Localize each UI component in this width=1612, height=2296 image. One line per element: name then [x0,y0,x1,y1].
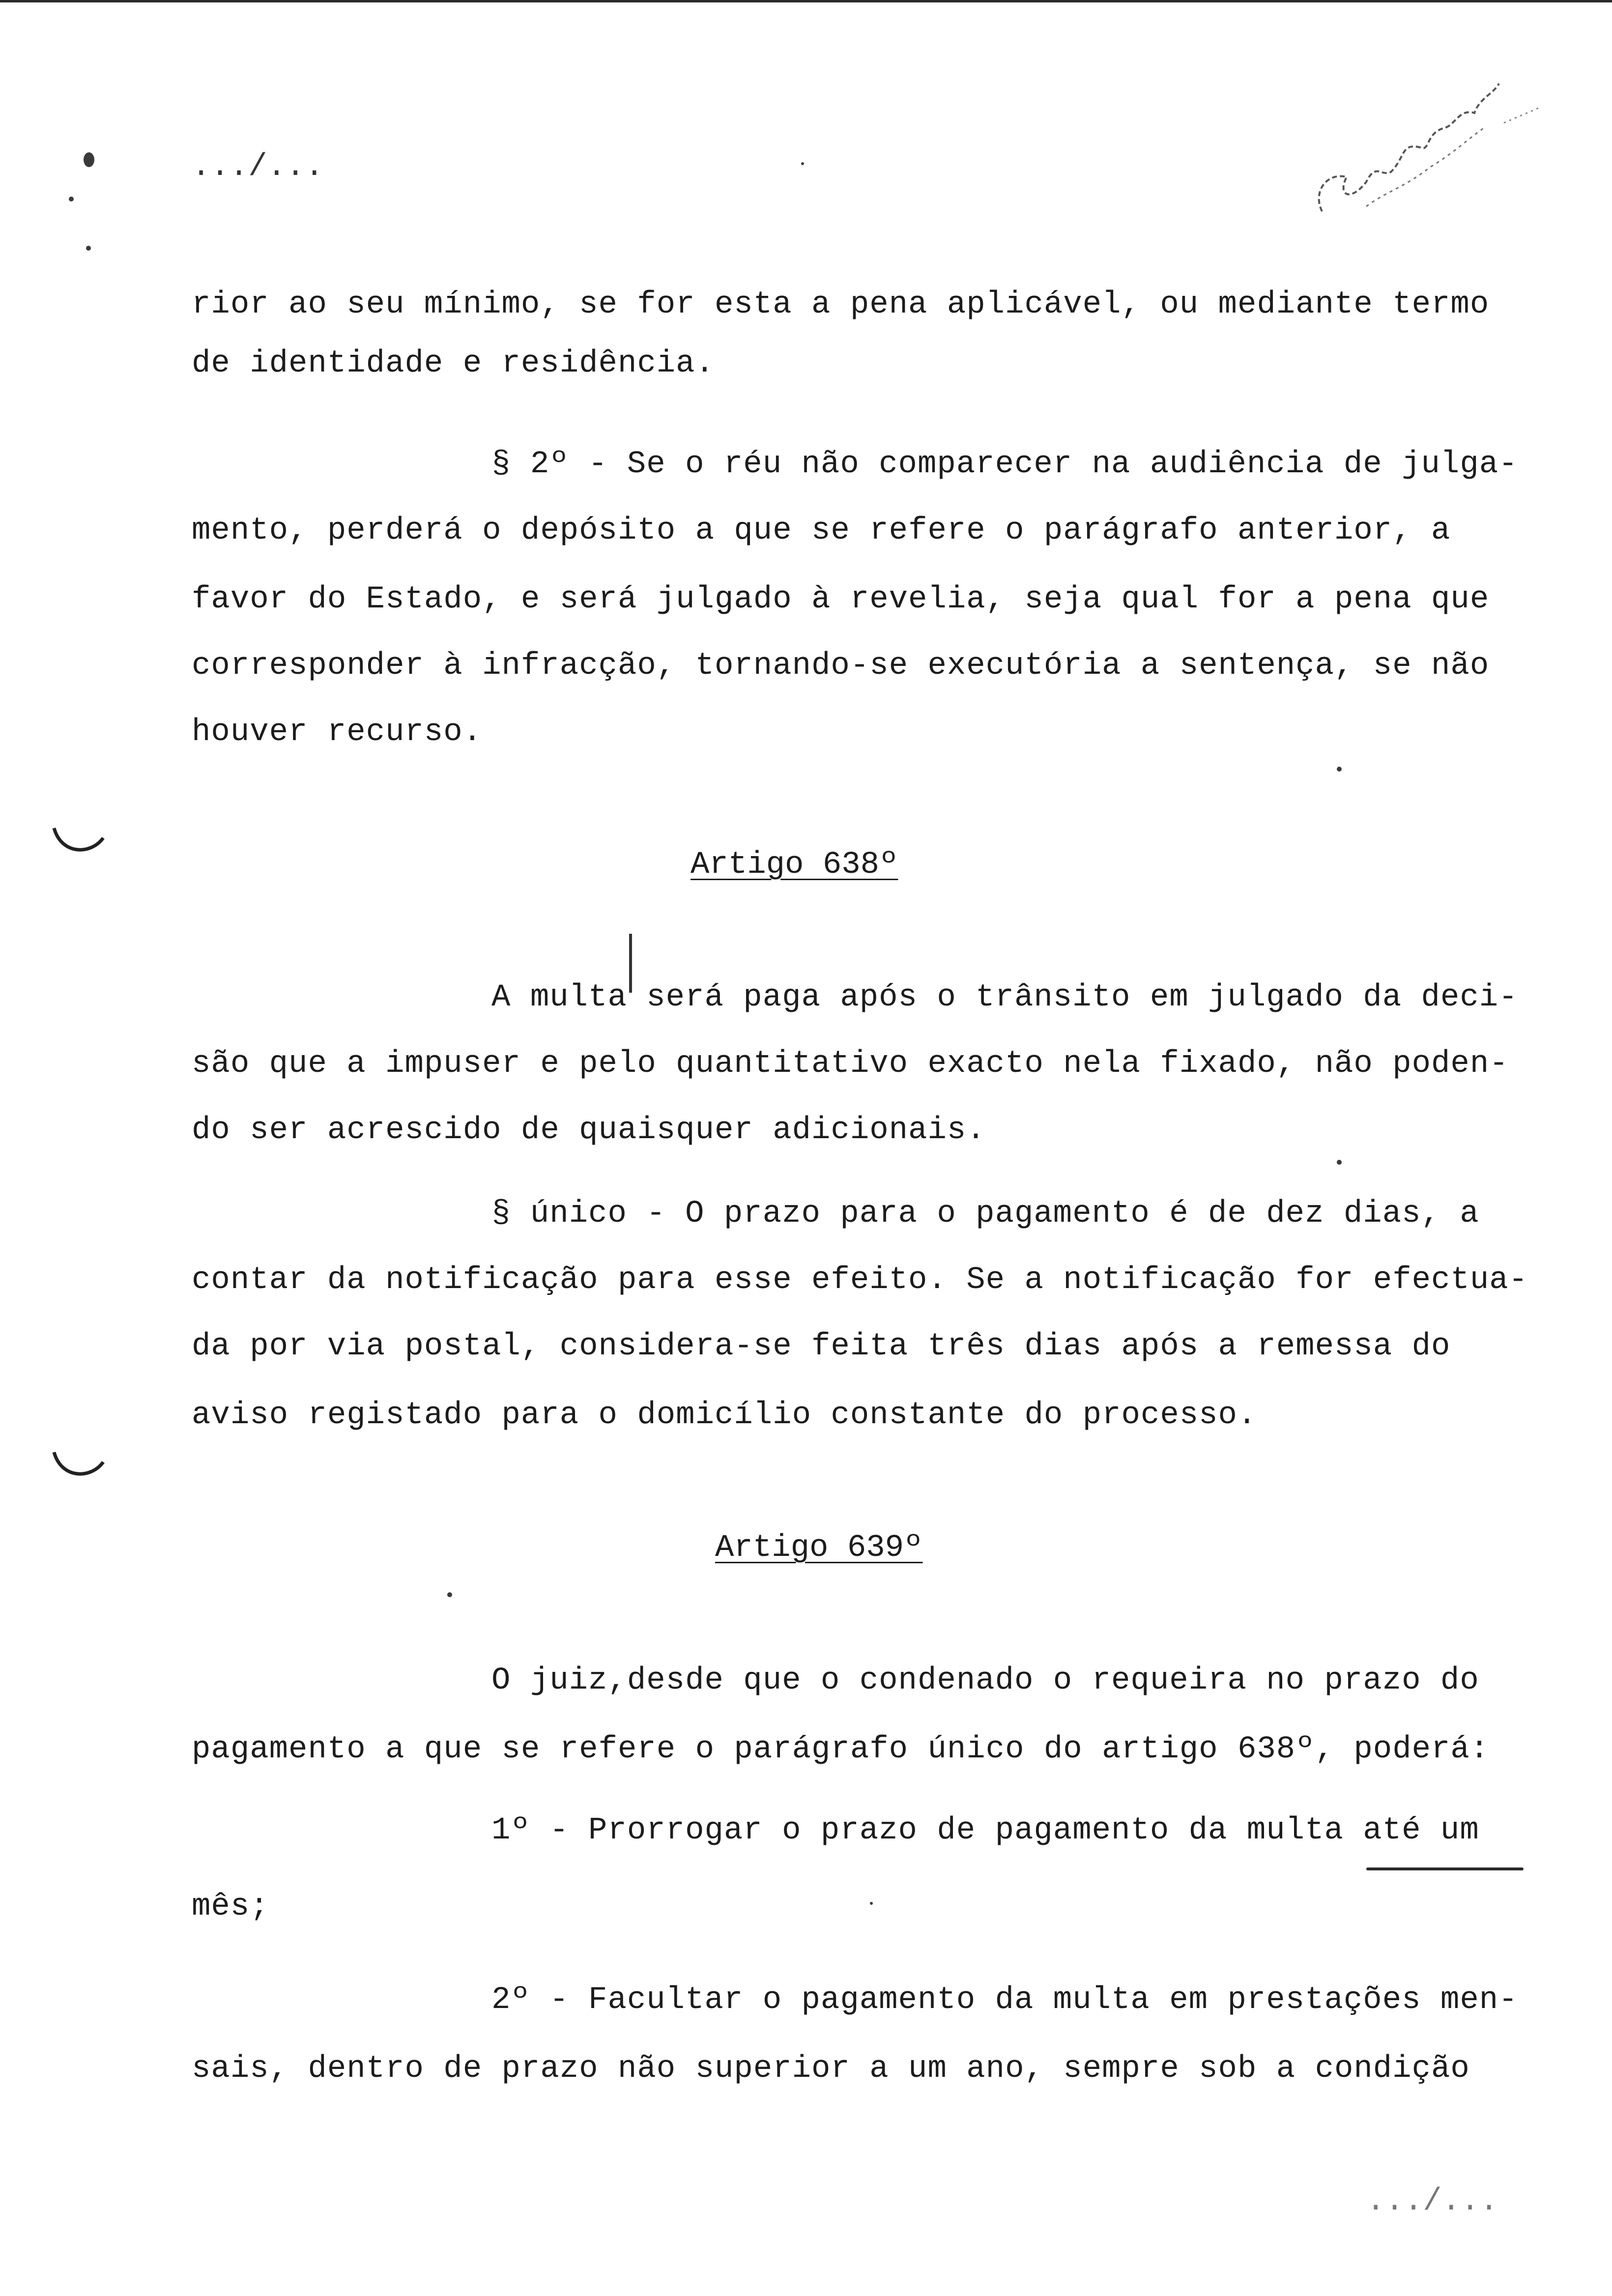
paper-speck [1337,767,1342,772]
text-line: do ser acrescido de quaisquer adicionais. [192,1113,986,1148]
text-line: favor do Estado, e será julgado à revelia, seja qual for a pena que [192,582,1490,617]
text-line: da por via postal, considera-se feita três dias após a remessa do [192,1329,1451,1364]
text-line: 1º - Prorrogar o prazo de pagamento da multa até um [491,1813,1479,1848]
text-line: O juiz,desde que o condenado o requeira no prazo do [491,1663,1479,1698]
margin-arc-mark [52,1450,106,1484]
text-line: mento, perderá o depósito a que se refere o parágrafo anterior, a [192,513,1451,548]
handwritten-underline [1366,1867,1524,1870]
text-line: rior ao seu mínimo, se for esta a pena aplicável, ou mediante termo [192,287,1490,322]
top-edge-rule [0,0,1612,2]
text-line: contar da notificação para esse efeito. Se a notificação for efectua- [192,1263,1528,1298]
binder-hole-mark [84,152,94,167]
margin-speck [86,246,91,251]
text-line: houver recurso. [192,715,483,750]
signature-rubric [1307,79,1563,236]
continuation-marker-bottom: .../... [1366,2184,1498,2219]
text-line: A multa será paga após o trânsito em julgado da deci- [491,980,1518,1015]
text-line: de identidade e residência. [192,346,715,381]
paper-speck [870,1902,873,1905]
margin-arc-mark [52,826,106,860]
margin-speck [69,197,74,201]
text-line: mês; [192,1889,269,1924]
paper-speck [447,1592,452,1597]
text-line: sais, dentro de prazo não superior a um ano, sempre sob a condição [192,2051,1470,2087]
text-line: § 2º - Se o réu não comparecer na audiência de julga- [491,447,1518,482]
text-line: pagamento a que se refere o parágrafo único do artigo 638º, poderá: [192,1732,1490,1767]
text-line: 2º - Facultar o pagamento da multa em prestações men- [491,1982,1518,2018]
text-line: são que a impuser e pelo quantitativo exacto nela fixado, não poden- [192,1046,1509,1082]
paper-speck [1337,1160,1342,1165]
paper-speck [801,162,804,165]
text-line: aviso registado para o domicílio constante do processo. [192,1398,1257,1433]
text-line: § único - O prazo para o pagamento é de dez dias, a [491,1196,1479,1232]
article-heading-639: Artigo 639º [715,1530,923,1566]
article-heading-638: Artigo 638º [691,847,898,883]
continuation-marker-top: .../... [192,149,324,185]
text-line: corresponder à infracção, tornando-se executória a sentença, se não [192,648,1490,684]
